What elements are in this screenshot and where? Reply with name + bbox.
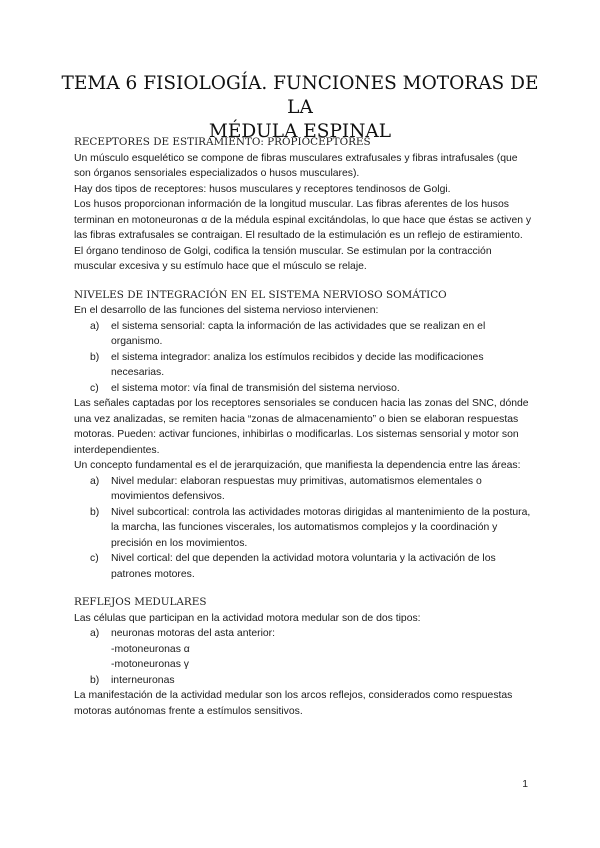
list-item bbox=[74, 350, 534, 381]
list-item-text: el sistema sensorial: capta la información de las actividades que se realizan en el organismo. bbox=[111, 320, 486, 347]
paragraph: Las células que participan en la actividad motora medular son de dos tipos: bbox=[74, 612, 421, 624]
sub-item: -motoneuronas γ bbox=[111, 659, 189, 670]
page-title-line-2: MÉDULA ESPINAL bbox=[208, 121, 392, 142]
list-marker: c) bbox=[90, 553, 99, 564]
list-marker: a) bbox=[90, 475, 100, 487]
list-item bbox=[74, 505, 534, 552]
page-number: 1 bbox=[522, 779, 528, 790]
list-marker: c) bbox=[90, 382, 99, 394]
paragraph: Un músculo esquelético se compone de fibras musculares extrafusales y fibras intrafusales (que son órganos sensoriales especializados o husos musculares). bbox=[74, 152, 518, 179]
list-item-text: Nivel cortical: del que dependen la actividad motora voluntaria y la activación de los patrones motores. bbox=[111, 553, 496, 580]
list-marker: b) bbox=[90, 351, 100, 363]
paragraph: En el desarrollo de las funciones del sistema nervioso intervienen: bbox=[74, 305, 379, 316]
page-title bbox=[60, 72, 540, 144]
list-item-text: el sistema integrador: analiza los estímulos recibidos y decide las modificaciones necesarias. bbox=[111, 351, 484, 378]
paragraph: Hay dos tipos de receptores: husos musculares y receptores tendinosos de Golgi. bbox=[74, 183, 451, 195]
list-item bbox=[74, 381, 534, 397]
list-item bbox=[74, 474, 534, 505]
list-marker: b) bbox=[90, 674, 100, 686]
list-item bbox=[74, 319, 534, 350]
document-body bbox=[74, 135, 534, 719]
list-niveles bbox=[74, 474, 534, 583]
page-title-line-1: TEMA 6 FISIOLOGÍA. FUNCIONES MOTORAS DE LA bbox=[61, 73, 539, 118]
paragraph: Las señales captadas por los receptores sensoriales se conducen hacia las zonas del SNC, dónde una vez analizadas, se remiten hacia “zonas de almacenamiento” o bien se elaboran respuestas motoras. Pueden: activar funciones, inhibirlas o modificarlas. Los sistemas sensorial y motor son interdependientes. bbox=[74, 398, 529, 456]
list-item-text: el sistema motor: vía final de transmisión del sistema nervioso. bbox=[111, 382, 400, 394]
list-sistemas bbox=[74, 319, 534, 397]
list-item-text: Nivel medular: elaboran respuestas muy primitivas, automatismos elementales o movimientos defensivos. bbox=[111, 475, 482, 502]
list-marker: a) bbox=[90, 628, 100, 639]
list-item bbox=[74, 673, 534, 689]
list-item-text: Nivel subcortical: controla las actividades motoras dirigidas al mantenimiento de la postura, la marcha, las funciones viscerales, los automatismos complejos y la coordinación y precisión en los movimientos. bbox=[111, 506, 531, 549]
list-marker: a) bbox=[90, 320, 100, 332]
section-heading-reflejos-medulares: REFLEJOS MEDULARES bbox=[74, 596, 207, 608]
list-celulas-b bbox=[74, 673, 534, 689]
paragraph: La manifestación de la actividad medular son los arcos reflejos, considerados como respuestas motoras autónomas frente a estímulos sensitivos. bbox=[74, 690, 513, 717]
paragraph: Un concepto fundamental es el de jerarquización, que manifiesta la dependencia entre las áreas: bbox=[74, 460, 521, 471]
paragraph: Los husos proporcionan información de la longitud muscular. Las fibras aferentes de los husos terminan en motoneuronas α de la médula espinal excitándolas, lo que hace que éstas se activen y las fibras extrafusales se contraigan. El resultado de la estimulación es un reflejo de estiramiento. bbox=[74, 199, 532, 241]
list-item bbox=[74, 626, 534, 642]
list-item-text: interneuronas bbox=[111, 674, 175, 686]
section-heading-niveles-integracion: NIVELES DE INTEGRACIÓN EN EL SISTEMA NERVIOSO SOMÁTICO bbox=[74, 288, 447, 301]
section-heading-propioceptores: RECEPTORES DE ESTIRAMIENTO: PROPIOCEPTORES bbox=[74, 136, 371, 148]
sub-item: -motoneuronas α bbox=[111, 643, 190, 655]
list-marker: b) bbox=[90, 506, 100, 518]
list-celulas bbox=[74, 626, 534, 642]
list-item-text: neuronas motoras del asta anterior: bbox=[111, 628, 276, 639]
paragraph: El órgano tendinoso de Golgi, codifica la tensión muscular. Se estimulan por la contracción muscular excesiva y su estímulo hace que el músculo se relaje. bbox=[74, 245, 492, 272]
list-item bbox=[74, 551, 534, 582]
